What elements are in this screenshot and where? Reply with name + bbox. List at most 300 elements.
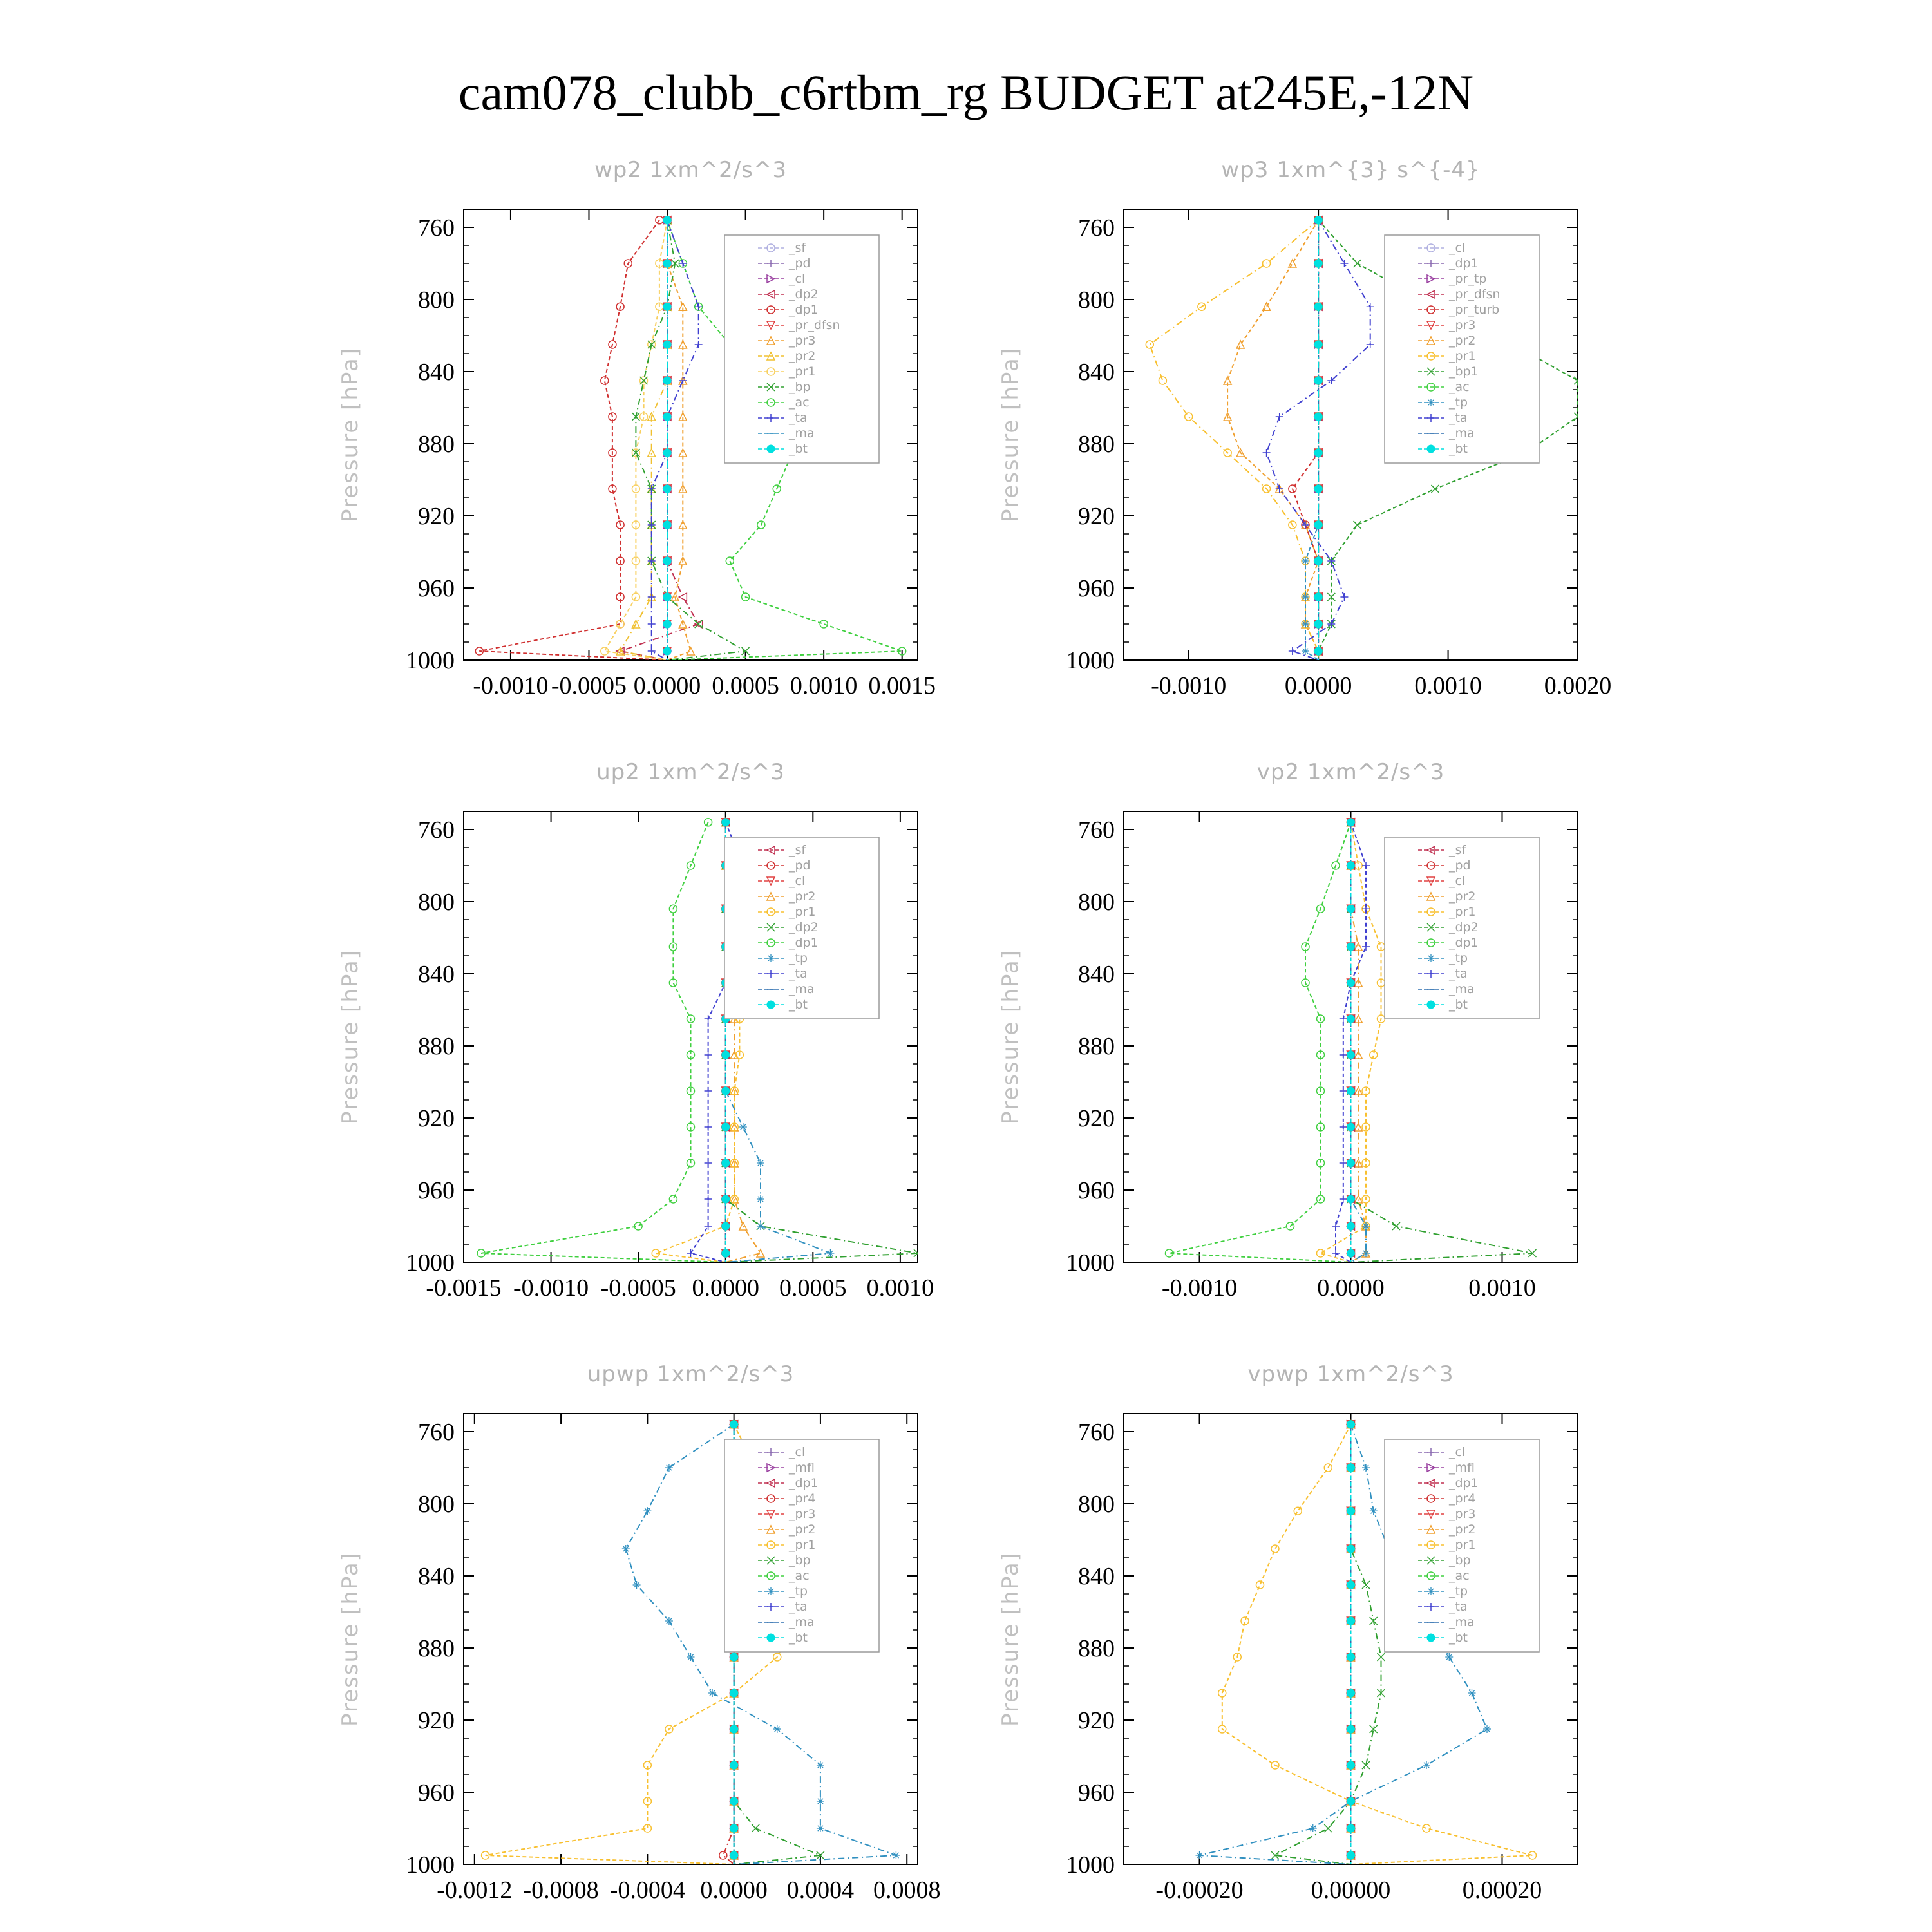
legend-entry: _pd bbox=[1449, 858, 1471, 873]
data-point bbox=[1468, 1689, 1476, 1697]
legend-entry: _pr_dfsn bbox=[789, 318, 840, 332]
legend-entry: _bp bbox=[1449, 1553, 1471, 1567]
legend-entry: _bp1 bbox=[1449, 365, 1479, 379]
data-point bbox=[1367, 303, 1374, 310]
data-point bbox=[722, 1051, 730, 1059]
legend-marker bbox=[767, 954, 775, 962]
data-point bbox=[752, 1824, 759, 1832]
legend-entry: _ta bbox=[789, 1600, 808, 1614]
data-point bbox=[679, 377, 687, 384]
legend-entry: _dp1 bbox=[789, 1476, 819, 1490]
data-point bbox=[817, 1797, 824, 1805]
data-point bbox=[1294, 1507, 1302, 1515]
legend-entry: _mfl bbox=[789, 1461, 815, 1475]
data-point bbox=[1347, 1653, 1355, 1661]
data-point bbox=[1347, 1689, 1355, 1697]
x-tick-label: 0.0005 bbox=[712, 672, 779, 699]
data-point bbox=[663, 341, 671, 348]
data-point bbox=[1347, 1123, 1355, 1131]
panel-title: wp2 1xm^2/s^3 bbox=[594, 157, 788, 183]
x-tick-label: 0.0008 bbox=[873, 1877, 941, 1904]
data-point bbox=[820, 620, 828, 628]
legend bbox=[1385, 235, 1539, 463]
legend-entry: _pr1 bbox=[1449, 1538, 1476, 1552]
data-point bbox=[1423, 1824, 1430, 1832]
x-tick-label: -0.0005 bbox=[600, 1274, 676, 1302]
legend-entry: _ac bbox=[1449, 1569, 1470, 1583]
legend-entry: _pr2 bbox=[1449, 334, 1476, 348]
y-tick-label: 920 bbox=[418, 1707, 455, 1734]
data-point bbox=[722, 1249, 730, 1257]
legend-entry: _tp bbox=[789, 951, 808, 965]
data-point bbox=[730, 1689, 738, 1697]
data-point bbox=[663, 303, 671, 310]
data-point bbox=[1347, 1051, 1355, 1059]
data-point bbox=[1347, 905, 1355, 913]
data-point bbox=[1445, 1653, 1453, 1661]
data-point bbox=[1347, 1222, 1355, 1230]
data-point bbox=[640, 377, 648, 384]
chart-panel-2 bbox=[998, 157, 1611, 699]
data-point bbox=[719, 1852, 727, 1859]
y-tick-label: 800 bbox=[1078, 889, 1115, 916]
legend-entry: _pr2 bbox=[789, 349, 816, 363]
data-point bbox=[1347, 1761, 1355, 1769]
data-point bbox=[669, 1195, 677, 1203]
legend-entry: _pr1 bbox=[1449, 349, 1476, 363]
data-point bbox=[722, 1123, 730, 1131]
data-point bbox=[1347, 1581, 1355, 1589]
x-tick-label: -0.0010 bbox=[473, 672, 549, 699]
y-tick-label: 1000 bbox=[1066, 647, 1115, 674]
y-tick-label: 760 bbox=[418, 214, 455, 242]
data-point bbox=[663, 485, 671, 493]
data-point bbox=[695, 620, 703, 628]
data-point bbox=[687, 647, 695, 655]
legend-entry: _dp2 bbox=[1449, 920, 1479, 934]
y-axis-label: Pressure [hPa] bbox=[998, 1551, 1023, 1727]
data-point bbox=[663, 620, 671, 628]
legend-entry: _tp bbox=[789, 1584, 808, 1598]
data-point bbox=[648, 449, 656, 457]
y-tick-label: 800 bbox=[418, 1491, 455, 1518]
y-tick-label: 960 bbox=[1078, 1177, 1115, 1204]
data-point bbox=[1354, 260, 1361, 267]
data-point bbox=[1483, 1725, 1491, 1733]
y-tick-label: 760 bbox=[418, 1419, 455, 1446]
data-point bbox=[730, 1852, 738, 1859]
data-point bbox=[1314, 377, 1322, 384]
data-point bbox=[1347, 1852, 1355, 1859]
legend-entry: _pd bbox=[789, 858, 811, 873]
data-point bbox=[757, 1249, 764, 1257]
panel-grid bbox=[337, 157, 1611, 1904]
legend-entry: _cl bbox=[1449, 1445, 1466, 1459]
data-point bbox=[663, 216, 671, 224]
x-tick-label: -0.0004 bbox=[609, 1877, 685, 1904]
y-tick-label: 760 bbox=[418, 817, 455, 844]
data-point bbox=[1302, 593, 1309, 601]
data-point bbox=[705, 1159, 712, 1167]
x-tick-label: 0.0000 bbox=[692, 1274, 759, 1302]
data-point bbox=[705, 819, 712, 826]
panel-title: vpwp 1xm^2/s^3 bbox=[1247, 1361, 1454, 1387]
x-tick-label: -0.0015 bbox=[426, 1274, 502, 1302]
legend-marker bbox=[767, 445, 775, 453]
x-tick-label: -0.0012 bbox=[437, 1877, 513, 1904]
legend-marker bbox=[1427, 1001, 1435, 1009]
legend-entry: _tp bbox=[1449, 395, 1468, 410]
legend-entry: _ac bbox=[789, 395, 810, 410]
y-tick-label: 920 bbox=[1078, 1105, 1115, 1132]
x-tick-label: -0.00020 bbox=[1155, 1877, 1244, 1904]
data-point bbox=[757, 1195, 764, 1203]
x-tick-label: 0.0004 bbox=[786, 1877, 855, 1904]
legend-entry: _bt bbox=[789, 1631, 808, 1645]
legend-entry: _ta bbox=[789, 967, 808, 981]
data-point bbox=[1362, 862, 1370, 869]
legend-marker bbox=[767, 1587, 775, 1595]
y-axis-label: Pressure [hPa] bbox=[998, 347, 1023, 522]
data-point bbox=[722, 1195, 730, 1203]
data-point bbox=[1314, 485, 1322, 493]
data-point bbox=[1314, 216, 1322, 224]
y-tick-label: 880 bbox=[418, 1033, 455, 1060]
data-point bbox=[730, 1653, 738, 1661]
y-tick-label: 1000 bbox=[1066, 1852, 1115, 1879]
data-point bbox=[722, 819, 730, 826]
data-point bbox=[1347, 1464, 1355, 1472]
chart-panel-5 bbox=[337, 1361, 940, 1904]
legend-entry: _pr3 bbox=[1449, 318, 1476, 332]
legend-entry: _bt bbox=[789, 442, 808, 456]
y-tick-label: 1000 bbox=[406, 1852, 455, 1879]
y-tick-label: 840 bbox=[418, 359, 455, 386]
y-tick-label: 920 bbox=[1078, 503, 1115, 530]
x-tick-label: -0.0010 bbox=[1151, 672, 1227, 699]
data-point bbox=[722, 1087, 730, 1095]
legend bbox=[1385, 1439, 1539, 1652]
y-axis-label: Pressure [hPa] bbox=[998, 949, 1023, 1124]
y-tick-label: 880 bbox=[418, 431, 455, 458]
legend-entry: _pr_tp bbox=[1449, 272, 1487, 286]
data-point bbox=[663, 521, 671, 529]
x-tick-label: 0.0010 bbox=[1468, 1274, 1536, 1302]
data-point bbox=[1289, 260, 1296, 267]
x-tick-label: -0.0008 bbox=[523, 1877, 599, 1904]
data-point bbox=[1302, 557, 1309, 565]
data-point bbox=[739, 1123, 747, 1131]
legend-entry: _pr2 bbox=[789, 1522, 816, 1537]
y-tick-label: 840 bbox=[418, 1563, 455, 1590]
data-point bbox=[1347, 1824, 1355, 1832]
series-line-pr1 bbox=[605, 220, 667, 660]
legend-entry: _ma bbox=[1449, 426, 1475, 440]
legend-entry: _pr2 bbox=[1449, 889, 1476, 904]
legend-entry: _dp1 bbox=[789, 936, 819, 950]
y-tick-label: 840 bbox=[1078, 961, 1115, 988]
chart-panel-4 bbox=[998, 759, 1578, 1302]
legend bbox=[724, 235, 879, 463]
x-tick-label: -0.0010 bbox=[513, 1274, 589, 1302]
x-tick-label: 0.0000 bbox=[1317, 1274, 1385, 1302]
data-point bbox=[663, 557, 671, 565]
data-point bbox=[1314, 303, 1322, 310]
series-line-dp1 bbox=[481, 822, 726, 1262]
data-point bbox=[1362, 1464, 1370, 1472]
data-point bbox=[663, 413, 671, 421]
data-point bbox=[705, 1222, 712, 1230]
legend-marker bbox=[1427, 954, 1435, 962]
series-line-pr1 bbox=[1150, 220, 1318, 660]
legend-entry: _pr2 bbox=[789, 889, 816, 904]
legend-entry: _pr1 bbox=[1449, 905, 1476, 919]
data-point bbox=[1317, 1249, 1325, 1257]
legend-entry: _tp bbox=[1449, 951, 1468, 965]
data-point bbox=[679, 593, 687, 601]
x-tick-label: 0.0000 bbox=[1284, 672, 1352, 699]
legend-entry: _ma bbox=[1449, 1615, 1475, 1629]
data-point bbox=[665, 1617, 673, 1625]
y-tick-label: 800 bbox=[1078, 287, 1115, 314]
legend-entry: _dp1 bbox=[1449, 1476, 1479, 1490]
y-tick-label: 800 bbox=[1078, 1491, 1115, 1518]
data-point bbox=[1256, 1581, 1264, 1589]
legend-entry: _mfl bbox=[1449, 1461, 1475, 1475]
data-point bbox=[1347, 862, 1355, 869]
y-tick-label: 960 bbox=[418, 1779, 455, 1806]
y-tick-label: 840 bbox=[1078, 1563, 1115, 1590]
legend-marker bbox=[1427, 1587, 1435, 1595]
y-tick-label: 760 bbox=[1078, 817, 1115, 844]
data-point bbox=[665, 1464, 673, 1472]
data-point bbox=[1324, 1824, 1332, 1832]
y-tick-label: 760 bbox=[1078, 214, 1115, 242]
data-point bbox=[687, 1249, 695, 1257]
panel-title: up2 1xm^2/s^3 bbox=[596, 759, 785, 785]
data-point bbox=[1263, 303, 1271, 310]
data-point bbox=[1340, 593, 1348, 601]
legend-entry: _pr1 bbox=[789, 1538, 816, 1552]
data-point bbox=[1354, 1195, 1362, 1203]
legend-entry: _pr4 bbox=[789, 1492, 816, 1506]
y-tick-label: 1000 bbox=[406, 1249, 455, 1276]
legend-entry: _ac bbox=[789, 1569, 810, 1583]
data-point bbox=[1362, 943, 1370, 951]
chart-panel-3 bbox=[337, 759, 934, 1302]
legend bbox=[724, 1439, 879, 1652]
data-point bbox=[705, 1015, 712, 1023]
data-point bbox=[826, 1249, 834, 1257]
chart-panel-1 bbox=[337, 157, 936, 699]
data-point bbox=[1314, 449, 1322, 457]
data-point bbox=[1347, 943, 1355, 951]
data-point bbox=[726, 557, 734, 565]
data-point bbox=[730, 1797, 738, 1805]
legend-entry: _sf bbox=[789, 241, 806, 255]
data-point bbox=[663, 260, 671, 267]
data-point bbox=[1289, 647, 1296, 655]
y-tick-label: 840 bbox=[418, 961, 455, 988]
chart-panel-6 bbox=[998, 1361, 1578, 1904]
x-tick-label: 0.00020 bbox=[1462, 1877, 1542, 1904]
legend-entry: _dp1 bbox=[1449, 936, 1479, 950]
y-tick-label: 840 bbox=[1078, 359, 1115, 386]
y-tick-label: 920 bbox=[418, 1105, 455, 1132]
legend bbox=[1385, 837, 1539, 1019]
legend-entry: _bp bbox=[789, 1553, 811, 1567]
legend-entry: _tp bbox=[1449, 1584, 1468, 1598]
x-tick-label: 0.0005 bbox=[779, 1274, 847, 1302]
legend-entry: _ma bbox=[1449, 982, 1475, 996]
data-point bbox=[695, 341, 703, 348]
data-point bbox=[1392, 1222, 1400, 1230]
x-tick-label: 0.00000 bbox=[1311, 1877, 1391, 1904]
data-point bbox=[663, 377, 671, 384]
legend-marker bbox=[1427, 1634, 1435, 1642]
data-point bbox=[1314, 647, 1322, 655]
data-point bbox=[1347, 1545, 1355, 1553]
data-point bbox=[1185, 413, 1193, 421]
data-point bbox=[1314, 413, 1322, 421]
series-line-bp bbox=[1275, 1425, 1381, 1864]
legend-entry: _cl bbox=[1449, 241, 1466, 255]
legend-marker bbox=[1427, 445, 1435, 453]
data-point bbox=[1327, 593, 1335, 601]
data-point bbox=[757, 1222, 764, 1230]
x-tick-label: 0.0000 bbox=[700, 1877, 768, 1904]
data-point bbox=[705, 1087, 712, 1095]
data-point bbox=[1276, 413, 1283, 421]
data-point bbox=[1347, 1797, 1355, 1805]
data-point bbox=[722, 1222, 730, 1230]
legend-entry: _pr4 bbox=[1449, 1492, 1476, 1506]
data-point bbox=[633, 1581, 641, 1589]
data-point bbox=[1314, 341, 1322, 348]
y-tick-label: 880 bbox=[418, 1635, 455, 1662]
data-point bbox=[1302, 620, 1309, 628]
x-tick-label: 0.0000 bbox=[633, 672, 701, 699]
data-point bbox=[1340, 260, 1348, 267]
data-point bbox=[705, 1123, 712, 1131]
legend-entry: _cl bbox=[1449, 874, 1466, 888]
y-tick-label: 920 bbox=[1078, 1707, 1115, 1734]
legend-entry: _ma bbox=[789, 426, 815, 440]
x-tick-label: -0.0005 bbox=[551, 672, 627, 699]
data-point bbox=[1332, 1249, 1340, 1257]
data-point bbox=[817, 1761, 824, 1769]
y-axis-label: Pressure [hPa] bbox=[337, 949, 363, 1124]
data-point bbox=[1354, 521, 1361, 529]
y-tick-label: 880 bbox=[1078, 1033, 1115, 1060]
data-point bbox=[1347, 1249, 1355, 1257]
y-tick-label: 960 bbox=[1078, 1779, 1115, 1806]
data-point bbox=[705, 1051, 712, 1059]
legend-entry: _dp2 bbox=[789, 287, 819, 301]
x-tick-label: 0.0015 bbox=[868, 672, 936, 699]
y-tick-label: 760 bbox=[1078, 1419, 1115, 1446]
legend-entry: _bp bbox=[789, 380, 811, 394]
data-point bbox=[705, 1195, 712, 1203]
data-point bbox=[1347, 1617, 1355, 1625]
y-tick-label: 800 bbox=[418, 287, 455, 314]
x-tick-label: 0.0010 bbox=[790, 672, 858, 699]
x-tick-label: 0.0010 bbox=[866, 1274, 934, 1302]
x-tick-label: 0.0020 bbox=[1544, 672, 1612, 699]
data-point bbox=[1236, 341, 1244, 348]
data-point bbox=[1431, 485, 1439, 493]
data-point bbox=[648, 593, 656, 601]
legend-entry: _pr1 bbox=[789, 365, 816, 379]
data-point bbox=[1314, 557, 1322, 565]
data-point bbox=[648, 647, 656, 655]
legend-entry: _pd bbox=[789, 256, 811, 270]
series-line-pr2 bbox=[620, 220, 667, 660]
data-point bbox=[1423, 1761, 1430, 1769]
y-tick-label: 960 bbox=[1078, 575, 1115, 602]
x-tick-label: 0.0010 bbox=[1414, 672, 1482, 699]
legend-entry: _bt bbox=[1449, 998, 1468, 1012]
data-point bbox=[730, 1761, 738, 1769]
data-point bbox=[1302, 647, 1309, 655]
legend-entry: _bt bbox=[1449, 442, 1468, 456]
legend-marker bbox=[1427, 399, 1435, 406]
legend-entry: _dp2 bbox=[789, 920, 819, 934]
data-point bbox=[1347, 1195, 1355, 1203]
legend-entry: _bt bbox=[1449, 1631, 1468, 1645]
data-point bbox=[1314, 521, 1322, 529]
data-point bbox=[1362, 1222, 1370, 1230]
legend-entry: _pr2 bbox=[1449, 1522, 1476, 1537]
data-point bbox=[1271, 1545, 1279, 1553]
legend-entry: _dp1 bbox=[1449, 256, 1479, 270]
y-tick-label: 960 bbox=[418, 1177, 455, 1204]
legend-entry: _dp1 bbox=[789, 303, 819, 317]
data-point bbox=[1347, 1159, 1355, 1167]
data-point bbox=[1362, 1249, 1370, 1257]
data-point bbox=[730, 1725, 738, 1733]
legend-entry: _pr3 bbox=[789, 334, 816, 348]
data-point bbox=[663, 449, 671, 457]
data-point bbox=[663, 647, 671, 655]
legend-entry: _ma bbox=[789, 982, 815, 996]
data-point bbox=[1347, 1725, 1355, 1733]
data-point bbox=[1347, 819, 1355, 826]
y-tick-label: 920 bbox=[418, 503, 455, 530]
data-point bbox=[643, 1507, 651, 1515]
legend-entry: _sf bbox=[789, 843, 806, 857]
data-point bbox=[663, 593, 671, 601]
y-tick-label: 800 bbox=[418, 889, 455, 916]
legend-entry: _ta bbox=[1449, 967, 1468, 981]
legend-marker bbox=[767, 1001, 775, 1009]
legend-entry: _pr_turb bbox=[1449, 303, 1500, 317]
data-point bbox=[1146, 341, 1153, 348]
legend-entry: _ac bbox=[1449, 380, 1470, 394]
data-point bbox=[892, 1852, 900, 1859]
data-point bbox=[1370, 1507, 1378, 1515]
y-axis-label: Pressure [hPa] bbox=[337, 1551, 363, 1727]
data-point bbox=[739, 1222, 747, 1230]
legend-entry: _ma bbox=[789, 1615, 815, 1629]
figure-title: cam078_clubb_c6rtbm_rg BUDGET at245E,-12N bbox=[458, 64, 1474, 120]
y-tick-label: 880 bbox=[1078, 431, 1115, 458]
data-point bbox=[687, 1653, 695, 1661]
legend-entry: _sf bbox=[1449, 843, 1466, 857]
data-point bbox=[1314, 620, 1322, 628]
data-point bbox=[1347, 1087, 1355, 1095]
legend-entry: _ta bbox=[1449, 1600, 1468, 1614]
